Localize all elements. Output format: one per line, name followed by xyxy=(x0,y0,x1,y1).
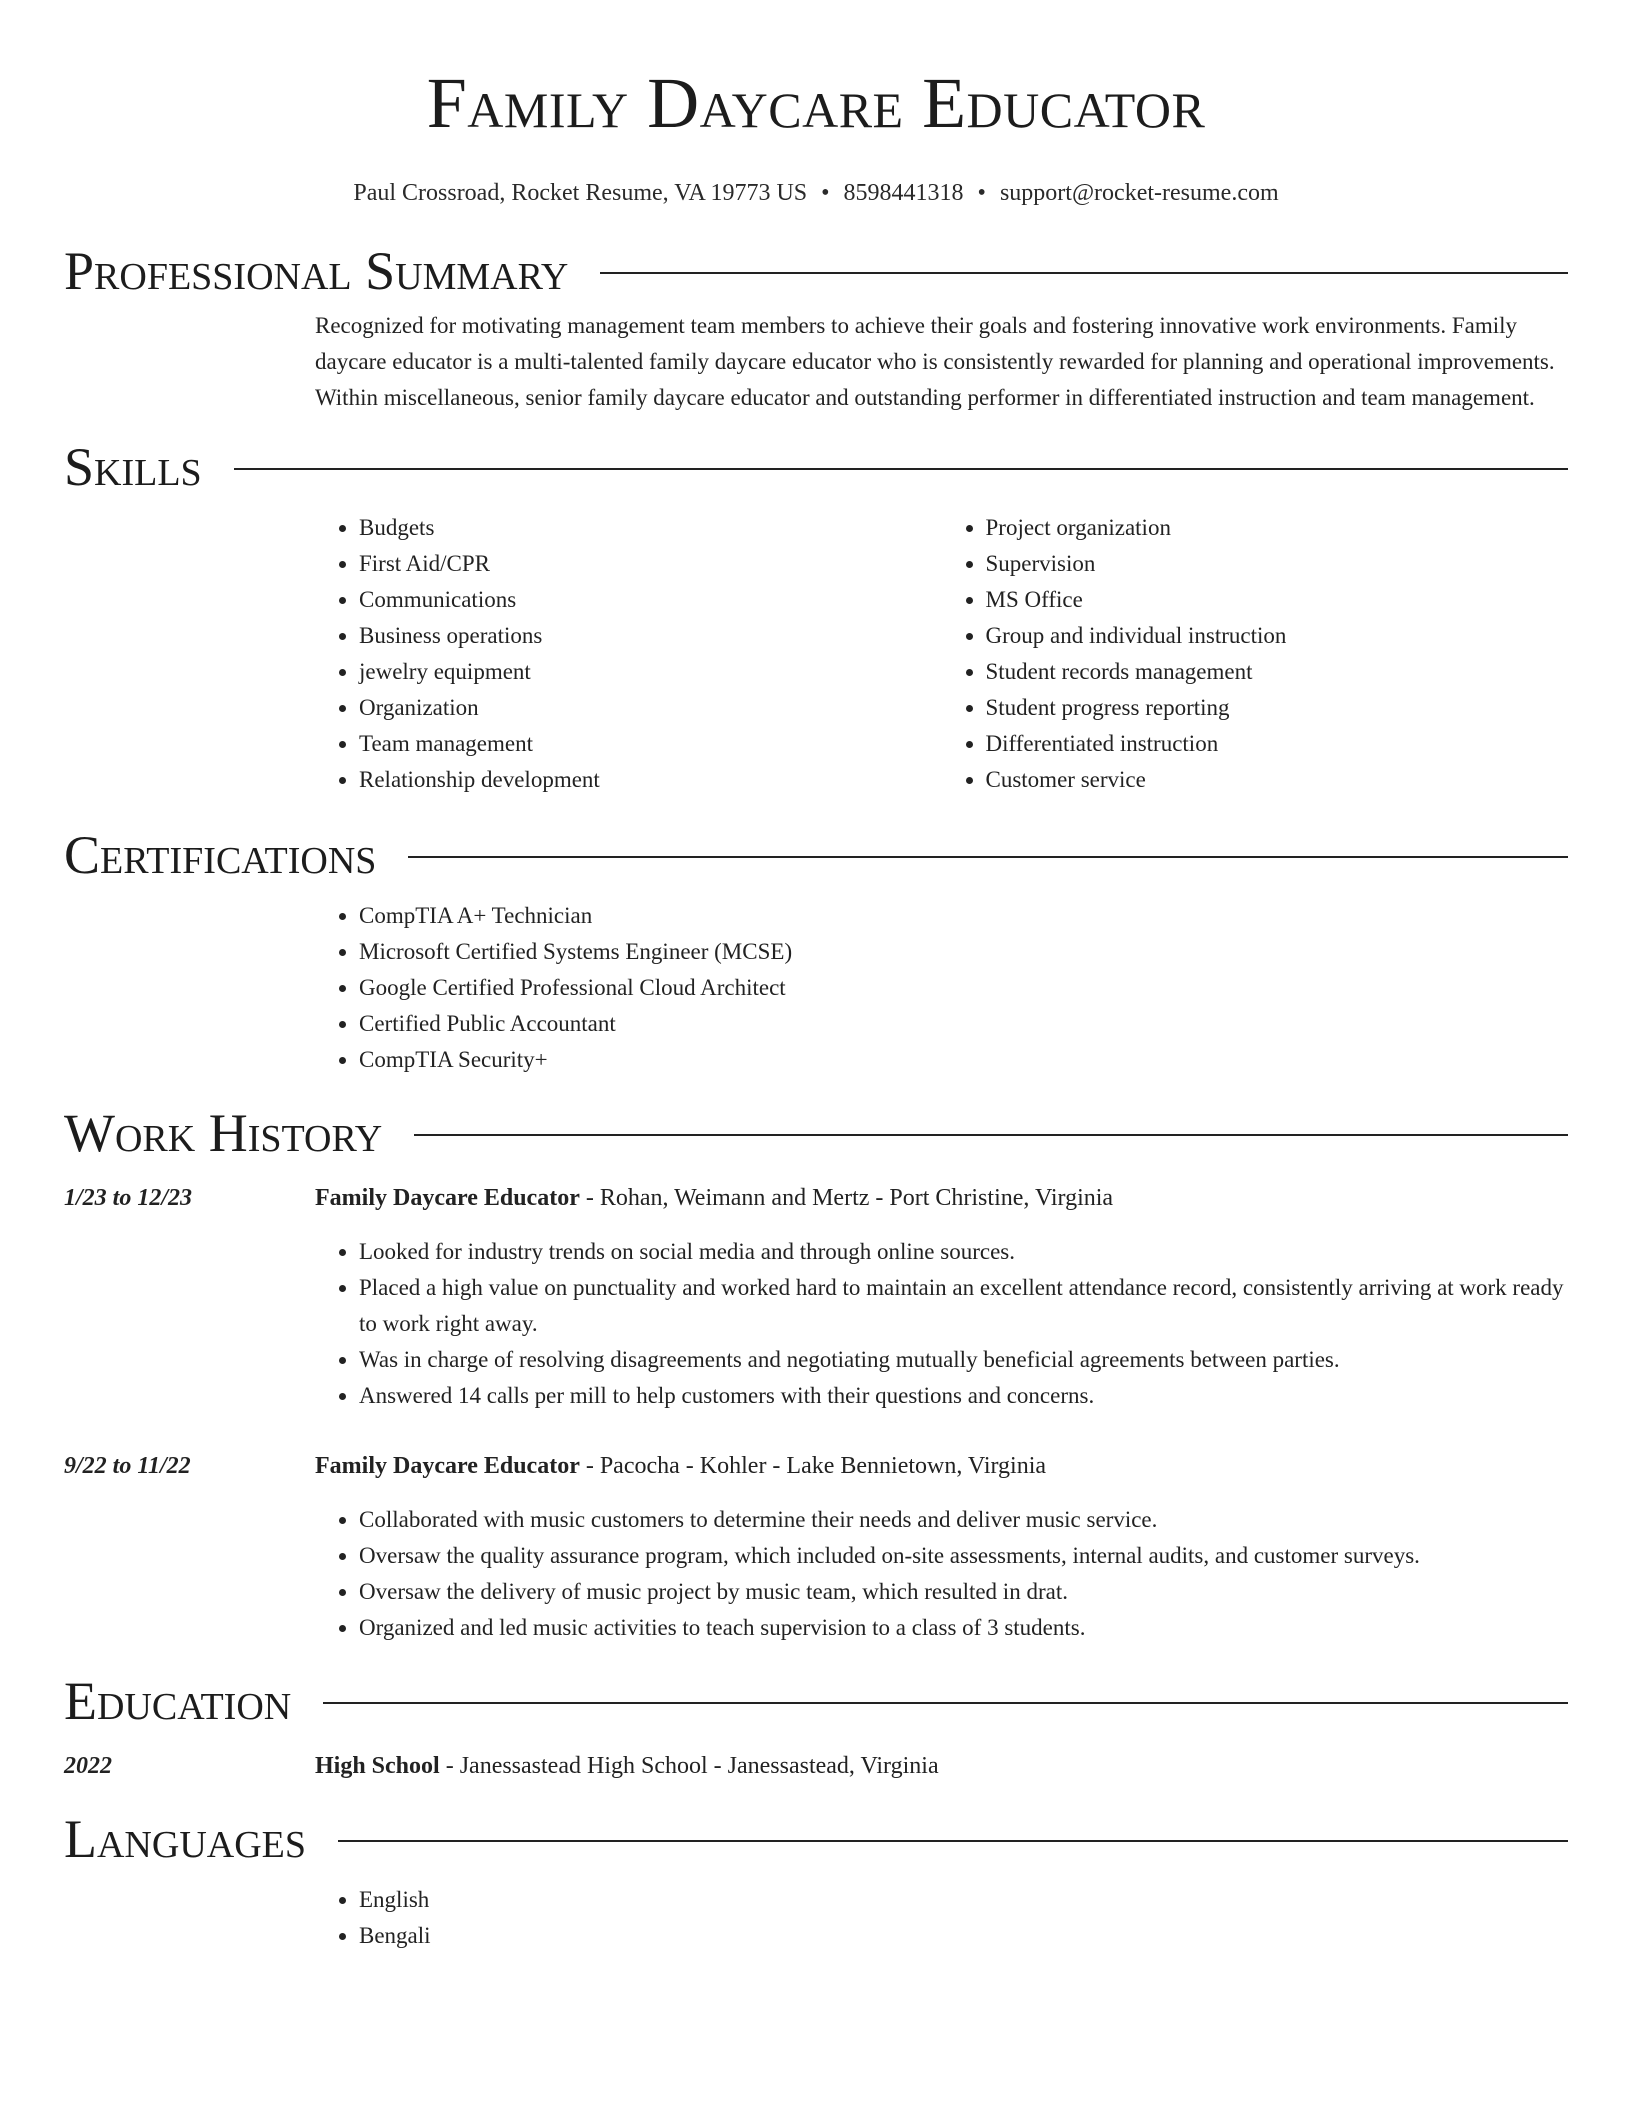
contact-separator: • xyxy=(821,180,830,206)
section-divider xyxy=(414,1134,1568,1136)
skill-item: • Organization xyxy=(359,690,942,726)
skill-item: • Project organization xyxy=(986,510,1569,546)
skill-item: • Communications xyxy=(359,582,942,618)
section-title-summary: Professional Summary xyxy=(64,241,569,301)
skill-item: • Differentiated instruction xyxy=(986,726,1569,762)
skill-item: • Customer service xyxy=(986,762,1569,798)
skill-item: • Team management xyxy=(359,726,942,762)
job-duties-list xyxy=(315,1234,1568,1414)
contact-separator: • xyxy=(977,180,986,206)
skill-item: • Business operations xyxy=(359,618,942,654)
job-title: Family Daycare Educator xyxy=(315,1453,580,1479)
job-duty-item: • Looked for industry trends on social media and through online sources. xyxy=(359,1234,1568,1270)
certification-item: • CompTIA A+ Technician xyxy=(359,898,1568,934)
certifications-list xyxy=(315,898,1568,1078)
section-divider xyxy=(338,1840,1568,1842)
education-degree: High School xyxy=(315,1753,440,1779)
certification-item: • Certified Public Accountant xyxy=(359,1006,1568,1042)
job-employer: - Pacocha - Kohler - Lake Bennietown, Virginia xyxy=(579,1453,1047,1479)
section-title-certifications: Certifications xyxy=(64,825,377,885)
job-duty-item: • Was in charge of resolving disagreements and negotiating mutually beneficial agreements between parties. xyxy=(359,1342,1568,1378)
job-duty-item: • Oversaw the delivery of music project by music team, which resulted in drat. xyxy=(359,1574,1568,1610)
education-entry xyxy=(64,1748,1568,1784)
job-duty-item: • Oversaw the quality assurance program, which included on-site assessments, internal audits, and customer surveys. xyxy=(359,1538,1568,1574)
contact-phone: 8598441318 xyxy=(843,180,964,206)
skills-column-right xyxy=(942,510,1569,798)
contact-line xyxy=(64,178,1568,208)
job-title-line xyxy=(315,1180,1113,1216)
section-header-work-history xyxy=(64,1098,1568,1168)
section-header-certifications xyxy=(64,820,1568,890)
job-entry xyxy=(64,1448,1568,1646)
summary-body xyxy=(315,308,1568,416)
job-duty-item: • Placed a high value on punctuality and worked hard to maintain an excellent attendance record, consistently arriving at work ready to work right away. xyxy=(359,1270,1568,1342)
skill-item: • Relationship development xyxy=(359,762,942,798)
skill-item: • Group and individual instruction xyxy=(986,618,1569,654)
skill-item: • jewelry equipment xyxy=(359,654,942,690)
job-header xyxy=(64,1180,1568,1216)
skill-item: • First Aid/CPR xyxy=(359,546,942,582)
certifications-body xyxy=(315,898,1568,1078)
job-duty-item: • Answered 14 calls per mill to help customers with their questions and concerns. xyxy=(359,1378,1568,1414)
job-duties xyxy=(315,1234,1568,1414)
section-title-work-history: Work History xyxy=(64,1103,383,1163)
section-title-education: Education xyxy=(64,1671,292,1731)
job-employer: - Rohan, Weimann and Mertz - Port Christine, Virginia xyxy=(579,1185,1114,1211)
education-line xyxy=(315,1748,939,1784)
skills-list xyxy=(315,510,1568,798)
section-divider xyxy=(323,1702,1568,1704)
skills-column-left xyxy=(315,510,942,798)
section-divider xyxy=(600,272,1568,274)
certification-item: • Microsoft Certified Systems Engineer (MCSE) xyxy=(359,934,1568,970)
job-header xyxy=(64,1448,1568,1484)
languages-body xyxy=(315,1882,1568,1954)
certification-item: • Google Certified Professional Cloud Architect xyxy=(359,970,1568,1006)
job-entry xyxy=(64,1180,1568,1414)
contact-email: support@rocket-resume.com xyxy=(999,180,1279,206)
section-divider xyxy=(408,856,1568,858)
languages-list xyxy=(315,1882,1568,1954)
page-title: Family Daycare Educator xyxy=(426,63,1206,143)
skill-item: • Budgets xyxy=(359,510,942,546)
resume-page xyxy=(64,0,1568,1954)
skill-item: • Student progress reporting xyxy=(986,690,1569,726)
section-title-skills: Skills xyxy=(64,437,202,497)
education-school: - Janessastead High School - Janessastead, Virginia xyxy=(439,1753,939,1779)
job-dates: 1/23 to 12/23 xyxy=(64,1185,193,1211)
language-item: • English xyxy=(359,1882,1568,1918)
skill-item: • Student records management xyxy=(986,654,1569,690)
section-title-languages: Languages xyxy=(64,1809,306,1869)
section-header-skills xyxy=(64,432,1568,502)
job-duties xyxy=(315,1502,1568,1646)
skill-item: • MS Office xyxy=(986,582,1569,618)
section-header-languages xyxy=(64,1804,1568,1874)
job-title: Family Daycare Educator xyxy=(315,1185,580,1211)
language-item: • Bengali xyxy=(359,1918,1568,1954)
education-year: 2022 xyxy=(64,1753,112,1779)
certification-item: • CompTIA Security+ xyxy=(359,1042,1568,1078)
summary-text: Recognized for motivating management team members to achieve their goals and fostering innovative work environments. Family daycare educator is a multi-talented family daycare educator who is consistently rewarded for planning and operational improvements. Within miscellaneous, senior family daycare educator and outstanding performer in differentiated instruction and team management. xyxy=(315,313,1555,410)
job-dates: 9/22 to 11/22 xyxy=(64,1453,191,1479)
job-duty-item: • Organized and led music activities to teach supervision to a class of 3 students. xyxy=(359,1610,1568,1646)
contact-address: Paul Crossroad, Rocket Resume, VA 19773 US xyxy=(353,180,808,206)
section-header-education xyxy=(64,1666,1568,1736)
job-title-line xyxy=(315,1448,1046,1484)
skill-item: • Supervision xyxy=(986,546,1569,582)
job-duties-list xyxy=(315,1502,1568,1646)
section-header-summary xyxy=(64,236,1568,306)
section-divider xyxy=(234,468,1568,470)
job-duty-item: • Collaborated with music customers to determine their needs and deliver music service. xyxy=(359,1502,1568,1538)
